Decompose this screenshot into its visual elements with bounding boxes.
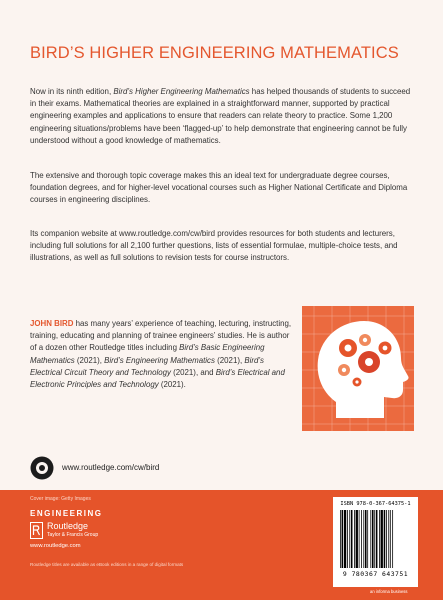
ebook-note: Routledge titles are available as eBook editions in a range of digital formats (30, 562, 184, 567)
other-title: Bird’s Electrical Circuit Theory and Technology (30, 355, 264, 377)
other-title: Bird’s Engineering Mathematics (104, 355, 215, 365)
barcode-digits: 9 780367 643751 (342, 570, 409, 578)
barcode-bar (386, 510, 387, 568)
barcode-bar (359, 510, 360, 568)
routledge-logo-icon (30, 522, 43, 539)
companion-website-icon (30, 456, 54, 480)
footer-band (0, 490, 443, 600)
barcode-bar (384, 510, 386, 568)
subject-label: ENGINEERING (30, 509, 103, 518)
bio-text: has many years’ experience of teaching, lecturing, instructing, training, educating and planning of trainee engineers’ studies. He is author of a dozen other Routledge titles including (30, 319, 292, 353)
barcode-bar (356, 510, 358, 568)
barcode-bar (388, 510, 389, 568)
barcode-bar (361, 510, 362, 568)
publisher-group: Taylor & Francis Group (47, 532, 99, 538)
book-title-italic: Bird’s Higher Engineering Mathematics (113, 87, 250, 96)
barcode-bar (372, 510, 374, 568)
barcode-bar (381, 510, 383, 568)
barcode-bar (392, 510, 393, 568)
barcode-bar (344, 510, 346, 568)
cover-image-credit: Cover image: Getty Images (30, 496, 91, 502)
companion-website[interactable] (30, 456, 230, 480)
book-title: BIRD’S HIGHER ENGINEERING MATHEMATICS (30, 44, 399, 62)
barcode-bar (390, 510, 391, 568)
description-paragraph-1 (30, 86, 414, 147)
author-name: JOHN BIRD (30, 319, 74, 328)
barcode-bar (340, 510, 341, 568)
description-paragraph-3: Its companion website at www.routledge.com/cw/bird provides resources for both students and lecturers, including full solutions for all 2,100 further questions, lists of essential formulae, multiple-choice tests, and illustrations, as well as full solutions to revision tests for course instructors. (30, 229, 398, 263)
publisher-website[interactable]: www.routledge.com (30, 543, 81, 549)
other-title-year: (2021), and (170, 367, 216, 377)
barcode-bar (376, 510, 378, 568)
gears-head-illustration (302, 306, 414, 431)
publisher-name: Routledge (47, 521, 89, 531)
isbn-label: ISBN 978-0-367-64375-1 (340, 501, 411, 507)
barcode-bar (365, 510, 367, 568)
other-title-year: (2021), (214, 355, 245, 365)
author-bio (30, 318, 292, 391)
other-title: Bird’s Basic Engineering Mathematics (30, 343, 265, 365)
other-title-year: (2021), (74, 355, 105, 365)
other-title: Bird’s Electrical and Electronic Principles and Technology (30, 367, 285, 390)
barcode-bar (347, 510, 348, 568)
barcode-bar (374, 510, 375, 568)
isbn-barcode (340, 510, 416, 568)
barcode-bar (349, 510, 350, 568)
companion-url[interactable]: www.routledge.com/cw/bird (62, 463, 160, 472)
barcode-bar (354, 510, 355, 568)
informa-tagline: an informa business (370, 589, 408, 594)
description-paragraph-2: The extensive and thorough topic coverage makes this an ideal text for undergraduate degree courses, foundation degrees, and for higher-level vocational courses such as Higher National Certificate and Diploma courses in engineering disciplines. (30, 171, 408, 205)
description-text: has helped thousands of students to succeed in their exams. Mathematical theories are explained in a straightforward manner, supported by practical engineering examples and applications to ensure that readers can relate theory to practice. Some 1,200 engineering situations/problems have been ‘flagged-up’ to help demonstrate that engineering cannot be fully understood without a good knowledge of mathematics. (30, 87, 411, 145)
barcode-bar (363, 510, 364, 568)
barcode-bar (342, 510, 344, 568)
description-text: Now in its ninth edition, (30, 87, 114, 96)
barcode-box (333, 497, 418, 587)
barcode-bar (379, 510, 380, 568)
barcode-bar (351, 510, 353, 568)
barcode-bar (367, 510, 368, 568)
barcode-bar (370, 510, 371, 568)
other-title-year: (2021). (158, 380, 186, 390)
